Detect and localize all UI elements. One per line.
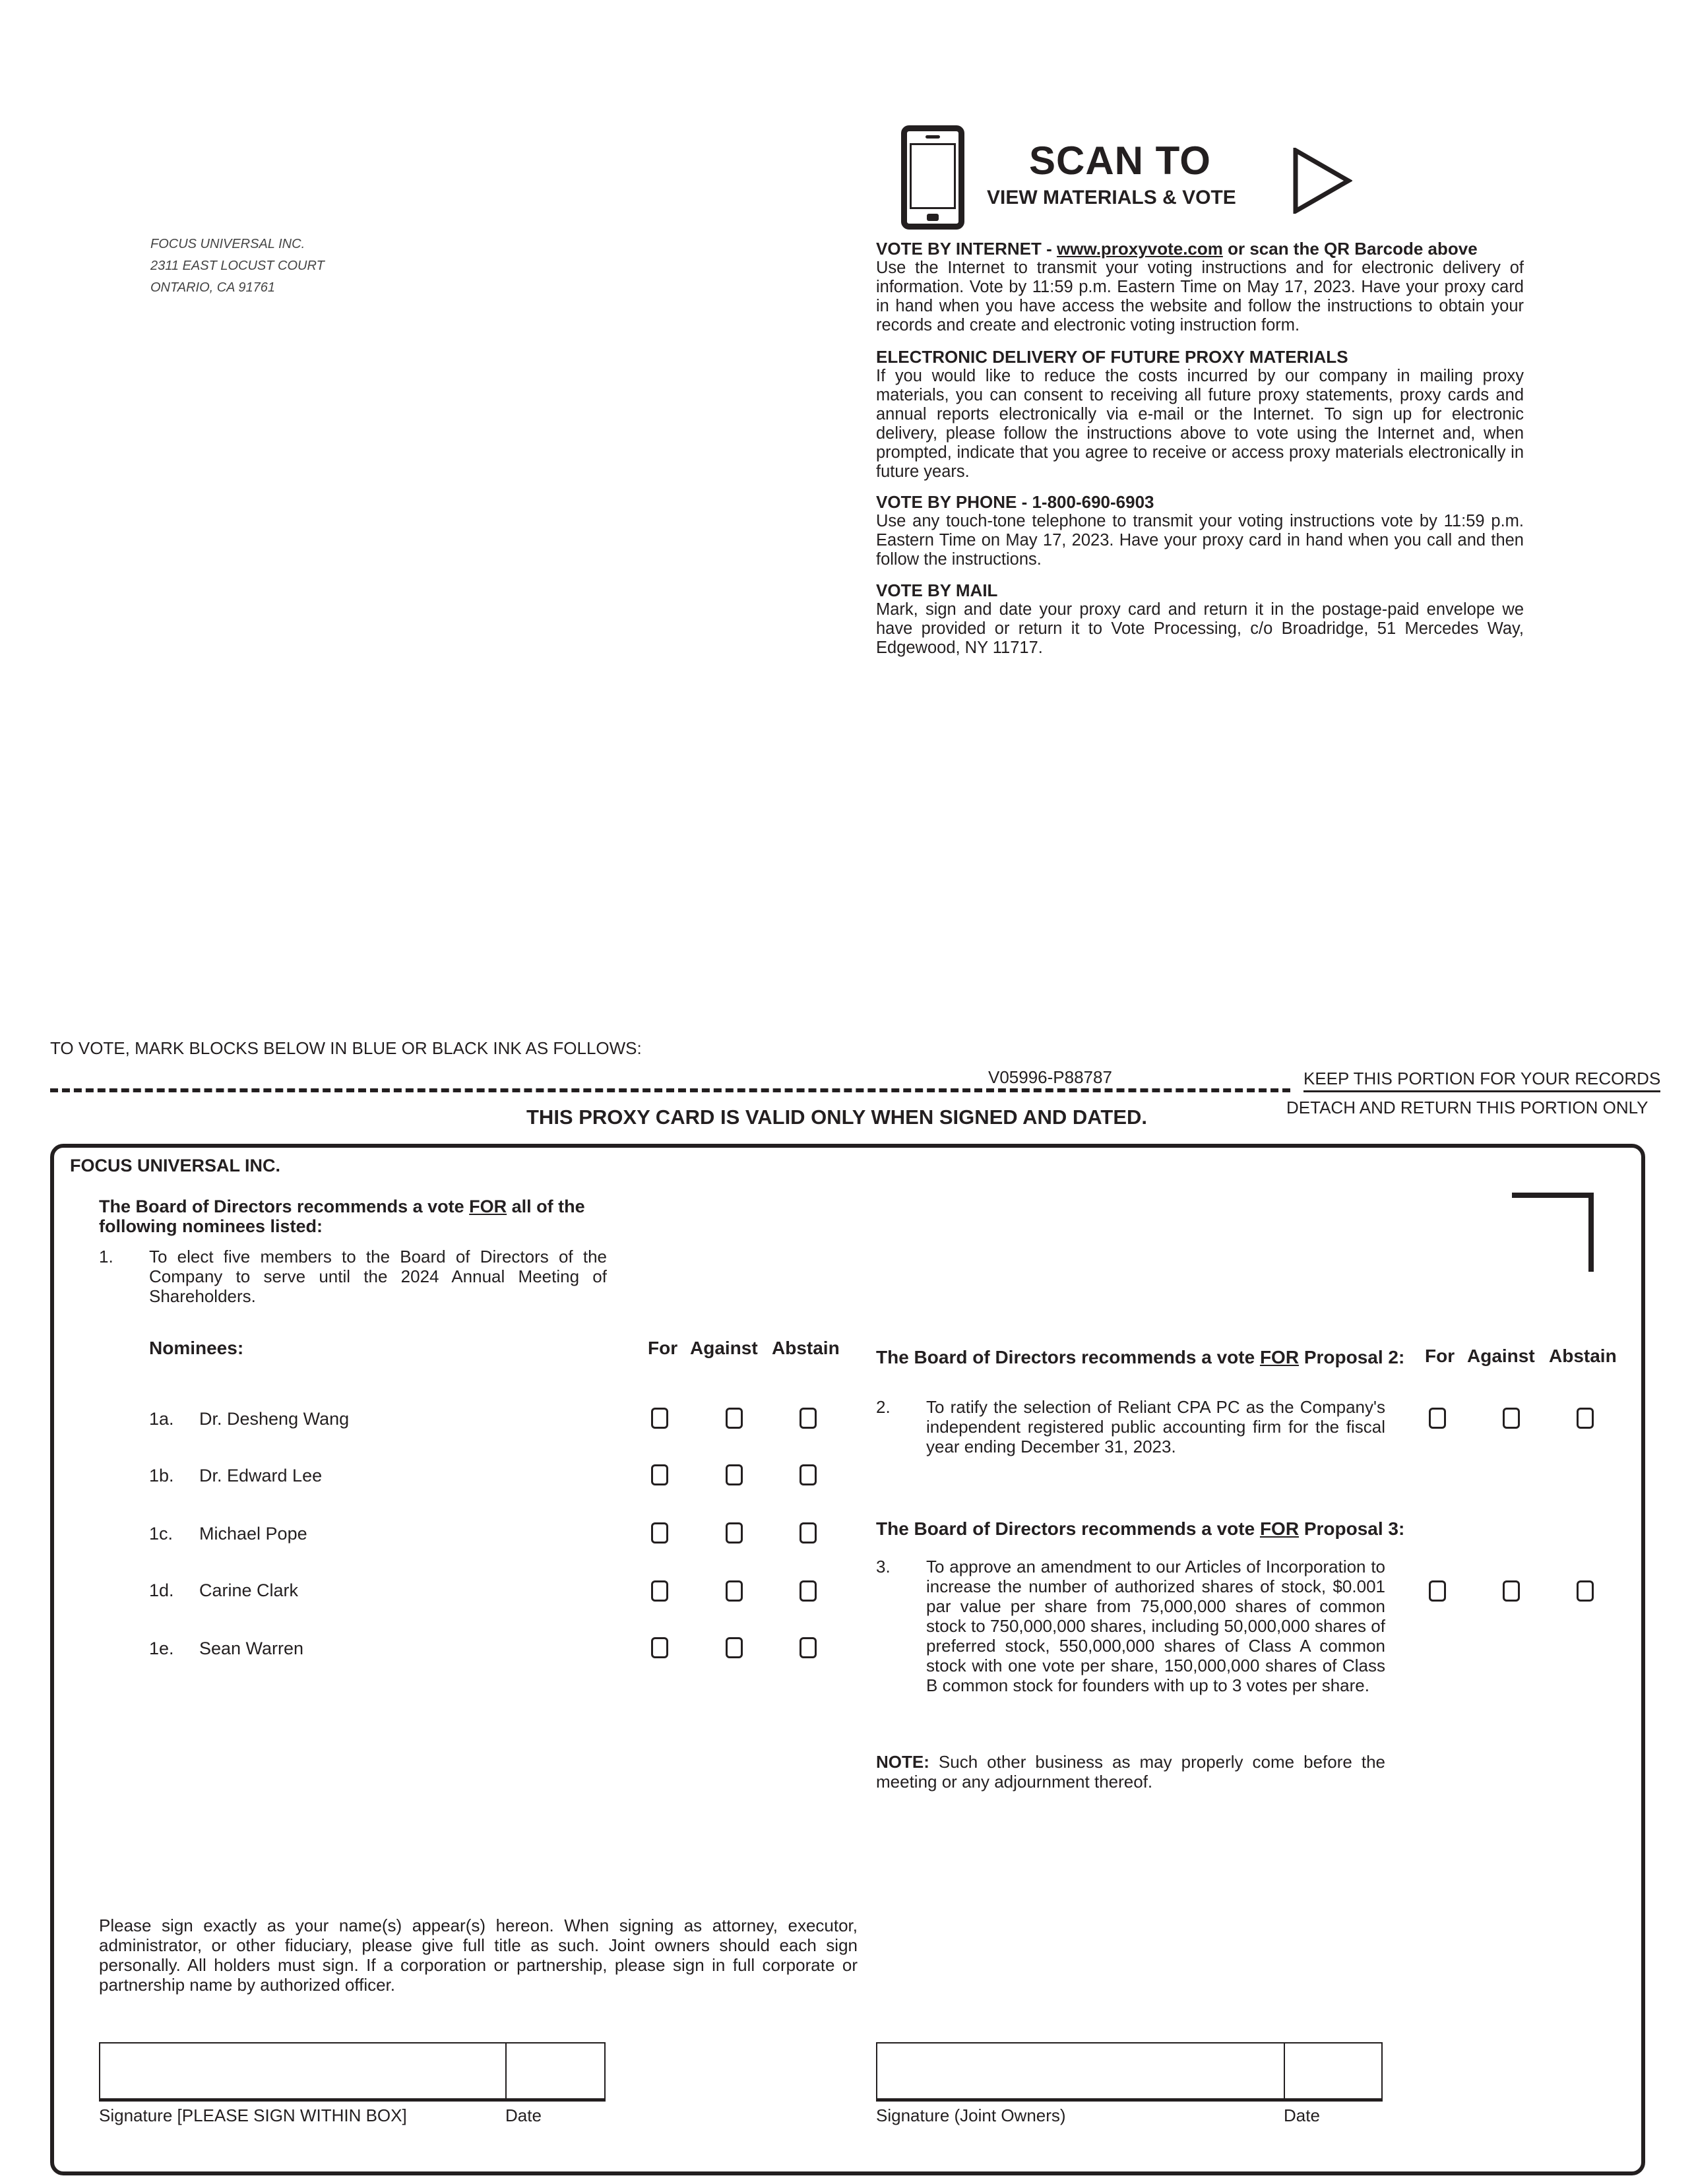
proposal-3-abstain-checkbox[interactable] [1577,1580,1594,1602]
nominee-1d-abstain-checkbox[interactable] [800,1580,817,1602]
nominee-1e-against-checkbox[interactable] [726,1637,743,1658]
nominee-1b-against-checkbox[interactable] [726,1464,743,1485]
nominee-1a-against-checkbox[interactable] [726,1408,743,1429]
nominees-label: Nominees: [149,1338,244,1358]
item3-number: 3. [876,1557,891,1576]
proxyvote-link[interactable]: www.proxyvote.com [1057,239,1223,259]
corner-mark [1512,1193,1594,1272]
note [876,1752,1385,1792]
board-recommendation-3 [876,1518,1404,1540]
board3-suffix: Proposal 3: [1299,1518,1405,1539]
board1-suffix: all of the following nominees listed: [99,1197,585,1236]
note-text: Such other business as may properly come before the meeting or any adjournment thereof. [876,1752,1385,1792]
to-vote-instruction: TO VOTE, MARK BLOCKS BELOW IN BLUE OR BLACK INK AS FOLLOWS: [50,1038,642,1058]
nominee-1a-number: 1a. [149,1409,174,1429]
board-recommendation-2 [876,1347,1404,1368]
signature-label: Signature [PLEASE SIGN WITHIN BOX] [99,2106,407,2125]
joint-signature-date-divider [1284,2042,1285,2102]
nominee-1e-name: Sean Warren [199,1638,304,1658]
card-company-name: FOCUS UNIVERSAL INC. [70,1156,281,1175]
nominee-1d-number: 1d. [149,1580,174,1600]
proposal-2-for-checkbox[interactable] [1429,1408,1446,1429]
item1-number: 1. [99,1247,113,1266]
return-address-line2: 2311 EAST LOCUST COURT [150,259,325,273]
board-recommendation-1 [99,1197,607,1236]
vote-by-internet-body: Use the Internet to transmit your voting instructions and for electronic delivery of information. Vote by 11:59 p.m. Eastern Time on May 17, 2023. Have your proxy card in hand when you have access the website and follow the instructions to obtain your records and create and electronic voting instruction form. [876,259,1524,334]
signature-date-divider [505,2042,507,2102]
vote-by-phone-body: Use any touch-tone telephone to transmit your voting instructions vote by 11:59 p.m. Eastern Time on May 17, 2023. Have your proxy card in hand when you call and then follow the instructions. [876,512,1524,569]
vote-by-internet-section [876,239,1524,335]
return-address [150,234,325,299]
nominee-1c-number: 1c. [149,1524,173,1544]
sign-instructions: Please sign exactly as your name(s) appear(s) hereon. When signing as attorney, executor, administrator, or other fiduciary, please give full title as such. Joint owners should each sign personally. All holders must sign. If a corporation or partnership, please sign in full corporate or partnership name by authorized officer. [99,1916,858,1995]
board2-prefix: The Board of Directors recommends a vote [876,1347,1260,1367]
col-against-1: Against [690,1338,758,1358]
item2-text: To ratify the selection of Reliant CPA PC as the Company's independent registered public accounting firm for the fiscal year ending December 31, 2023. [926,1397,1385,1456]
nominee-1a-abstain-checkbox[interactable] [800,1408,817,1429]
valid-notice: THIS PROXY CARD IS VALID ONLY WHEN SIGNED AND DATED. [526,1106,1148,1129]
nominee-1b-number: 1b. [149,1466,174,1485]
vote-by-mail-heading: VOTE BY MAIL [876,580,998,600]
nominee-1e-abstain-checkbox[interactable] [800,1637,817,1658]
col-for-2: For [1425,1346,1455,1366]
col-for-1: For [648,1338,678,1358]
vote-by-mail-section [876,580,1524,658]
joint-date-label: Date [1284,2106,1320,2125]
proposal-2-against-checkbox[interactable] [1503,1408,1520,1429]
vote-by-internet-heading [876,239,1524,259]
nominee-1b-for-checkbox[interactable] [651,1464,668,1485]
play-arrow-icon [1293,148,1352,214]
board1-for: FOR [469,1197,507,1216]
return-address-line3: ONTARIO, CA 91761 [150,280,275,295]
note-label: NOTE: [876,1752,929,1772]
joint-signature-label: Signature (Joint Owners) [876,2106,1066,2125]
nominee-1c-abstain-checkbox[interactable] [800,1522,817,1544]
electronic-delivery-body: If you would like to reduce the costs incurred by our company in mailing proxy materials, you can consent to receiving all future proxy statements, proxy cards and annual reports electronically via e-mail or the Internet. To sign up for electronic delivery, please follow the instructions above to vote using the Internet and, when prompted, indicate that you agree to receive or access proxy materials electronically in future years. [876,367,1524,481]
nominee-1a-name: Dr. Desheng Wang [199,1409,350,1429]
nominee-1d-for-checkbox[interactable] [651,1580,668,1602]
nominee-1e-for-checkbox[interactable] [651,1637,668,1658]
internet-heading-prefix: VOTE BY INTERNET - [876,239,1057,259]
return-address-line1: FOCUS UNIVERSAL INC. [150,237,305,251]
board2-for: FOR [1259,1347,1300,1367]
electronic-delivery-section [876,347,1524,482]
vote-by-mail-body: Mark, sign and date your proxy card and return it in the postage-paid envelope we have provided or return it to Vote Processing, c/o Broadridge, 51 Mercedes Way, Edgewood, NY 11717. [876,600,1524,657]
proposal-3-against-checkbox[interactable] [1503,1580,1520,1602]
proposal-3-for-checkbox[interactable] [1429,1580,1446,1602]
board1-prefix: The Board of Directors recommends a vote [99,1197,470,1216]
nominee-1e-number: 1e. [149,1638,174,1658]
proposal-2-abstain-checkbox[interactable] [1577,1408,1594,1429]
item2-number: 2. [876,1397,891,1417]
board3-prefix: The Board of Directors recommends a vote [876,1518,1260,1539]
date-label: Date [505,2106,542,2125]
col-abstain-2: Abstain [1549,1346,1617,1366]
nominee-1b-name: Dr. Edward Lee [199,1466,323,1485]
detach-portion-label: DETACH AND RETURN THIS PORTION ONLY [1286,1098,1648,1117]
nominee-1c-name: Michael Pope [199,1524,307,1544]
joint-signature-box[interactable] [876,2042,1383,2102]
nominee-1d-name: Carine Clark [199,1580,299,1600]
nominee-1a-for-checkbox[interactable] [651,1408,668,1429]
control-number: V05996-P88787 [988,1067,1112,1087]
scan-title: SCAN TO [1029,139,1211,183]
board2-suffix: Proposal 2: [1299,1347,1405,1367]
smartphone-icon [901,125,964,230]
internet-heading-suffix: or scan the QR Barcode above [1222,239,1478,259]
item3-text: To approve an amendment to our Articles of Incorporation to increase the number of authorized shares of stock, $0.001 par value per share from 75,000,000 shares of common stock to 750,000,000 shares, including 50,000,000 shares of preferred stock, 550,000,000 shares of Class A common stock with one vote per share, 150,000,000 shares of Class B common stock for founders with up to 3 votes per share. [926,1557,1385,1695]
nominee-1d-against-checkbox[interactable] [726,1580,743,1602]
col-against-2: Against [1467,1346,1535,1366]
vote-by-phone-heading: VOTE BY PHONE - 1-800-690-6903 [876,492,1154,512]
scan-subtitle: VIEW MATERIALS & VOTE [987,187,1236,208]
detach-line [50,1088,1290,1092]
board3-for: FOR [1259,1518,1300,1539]
keep-portion-label: KEEP THIS PORTION FOR YOUR RECORDS [1303,1069,1660,1092]
nominee-1c-against-checkbox[interactable] [726,1522,743,1544]
electronic-delivery-heading: ELECTRONIC DELIVERY OF FUTURE PROXY MATERIALS [876,347,1348,367]
col-abstain-1: Abstain [772,1338,840,1358]
vote-by-phone-section [876,492,1524,569]
signature-box[interactable] [99,2042,606,2102]
nominee-1c-for-checkbox[interactable] [651,1522,668,1544]
item1-text: To elect five members to the Board of Directors of the Company to serve until the 2024 Annual Meeting of Shareholders. [149,1247,607,1306]
nominee-1b-abstain-checkbox[interactable] [800,1464,817,1485]
